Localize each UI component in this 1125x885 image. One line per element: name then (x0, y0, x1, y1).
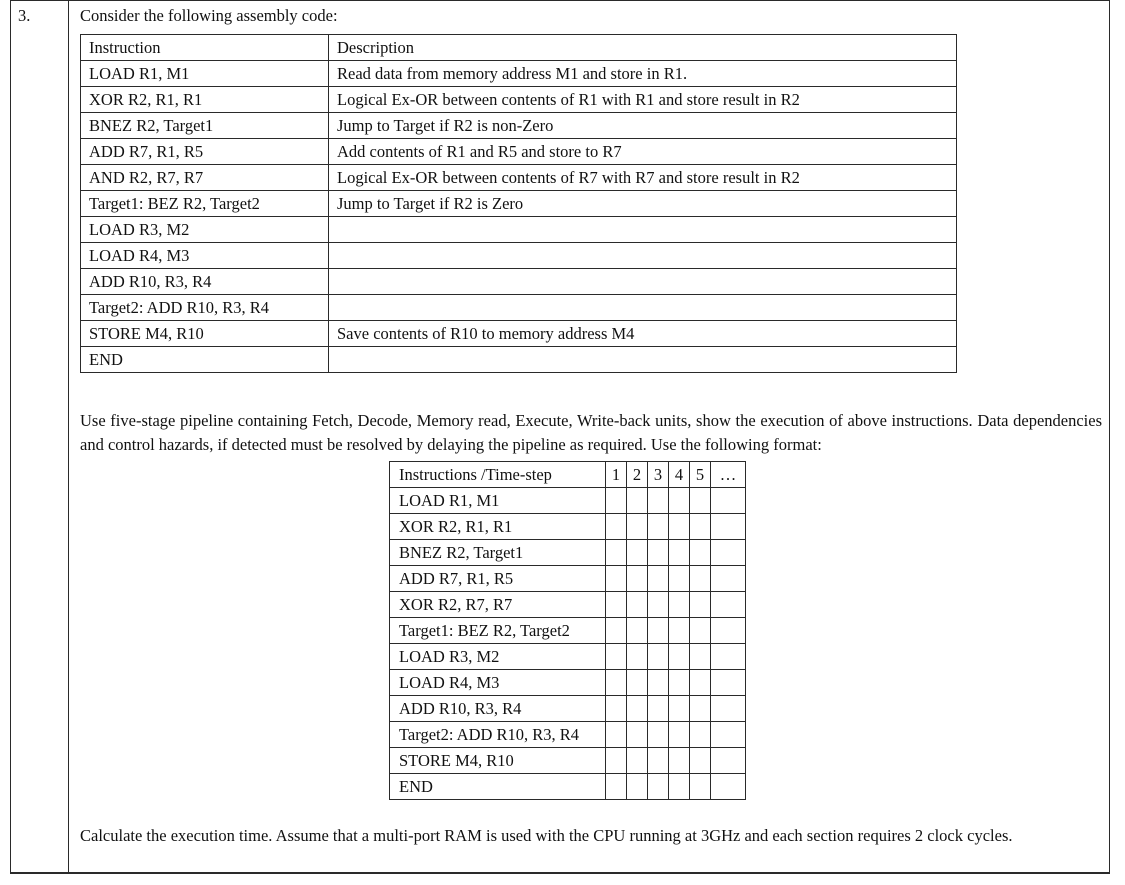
description-cell: Add contents of R1 and R5 and store to R7 (329, 139, 957, 165)
pipeline-instruction-cell: STORE M4, R10 (390, 748, 606, 774)
pipeline-row (390, 540, 746, 566)
pipeline-empty-cell (669, 592, 690, 618)
pipeline-empty-cell (648, 540, 669, 566)
pipeline-empty-cell (648, 618, 669, 644)
pipeline-empty-cell (627, 644, 648, 670)
pipeline-empty-cell (669, 722, 690, 748)
question-number: 3. (18, 6, 31, 25)
pipeline-empty-cell (690, 592, 711, 618)
pipeline-empty-cell (648, 592, 669, 618)
pipeline-empty-cell (669, 748, 690, 774)
pipeline-empty-cell (669, 644, 690, 670)
pipeline-empty-cell (711, 670, 746, 696)
pipeline-empty-cell (606, 514, 627, 540)
code-table-row (81, 243, 957, 269)
pipeline-empty-cell (648, 696, 669, 722)
pipeline-empty-cell (648, 566, 669, 592)
pipeline-empty-cell (606, 644, 627, 670)
bottom-border (10, 872, 1110, 873)
pipeline-empty-cell (627, 670, 648, 696)
question-intro: Consider the following assembly code: (80, 6, 338, 25)
description-cell: Save contents of R10 to memory address M4 (329, 321, 957, 347)
pipeline-empty-cell (606, 618, 627, 644)
pipeline-empty-cell (648, 488, 669, 514)
pipeline-row (390, 748, 746, 774)
code-table-row (81, 321, 957, 347)
pipeline-empty-cell (690, 722, 711, 748)
description-cell: Jump to Target if R2 is non-Zero (329, 113, 957, 139)
pipeline-empty-cell (627, 540, 648, 566)
time-step-header: … (711, 462, 746, 488)
pipeline-empty-cell (690, 514, 711, 540)
pipeline-empty-cell (690, 644, 711, 670)
pipeline-empty-cell (648, 774, 669, 800)
pipeline-empty-cell (711, 748, 746, 774)
pipeline-empty-cell (648, 644, 669, 670)
instruction-cell: XOR R2, R1, R1 (81, 87, 329, 113)
code-table-row (81, 61, 957, 87)
code-table-row (81, 139, 957, 165)
question-content (80, 6, 1102, 848)
time-step-header: 1 (606, 462, 627, 488)
time-step-header: 3 (648, 462, 669, 488)
description-cell: Jump to Target if R2 is Zero (329, 191, 957, 217)
pipeline-empty-cell (627, 618, 648, 644)
instruction-cell: Target2: ADD R10, R3, R4 (81, 295, 329, 321)
pipeline-instruction-cell: BNEZ R2, Target1 (390, 540, 606, 566)
pipeline-instruction-cell: LOAD R3, M2 (390, 644, 606, 670)
number-column-divider (68, 0, 69, 874)
description-cell (329, 243, 957, 269)
pipeline-empty-cell (606, 540, 627, 566)
execution-time-question: Calculate the execution time. Assume that a multi-port RAM is used with the CPU running at 3GHz and each section requires 2 clock cycles. (80, 826, 1013, 845)
pipeline-empty-cell (711, 514, 746, 540)
pipeline-empty-cell (669, 618, 690, 644)
code-table-header-description: Description (329, 35, 957, 61)
pipeline-empty-cell (711, 566, 746, 592)
pipeline-empty-cell (669, 540, 690, 566)
pipeline-empty-cell (711, 592, 746, 618)
pipeline-empty-cell (627, 748, 648, 774)
code-table-row (81, 295, 957, 321)
pipeline-empty-cell (627, 696, 648, 722)
code-table-row (81, 217, 957, 243)
pipeline-instruction-cell: LOAD R1, M1 (390, 488, 606, 514)
pipeline-empty-cell (669, 774, 690, 800)
pipeline-empty-cell (648, 670, 669, 696)
pipeline-row (390, 696, 746, 722)
pipeline-header-row (390, 462, 746, 488)
code-table-row (81, 347, 957, 373)
pipeline-instruction-cell: LOAD R4, M3 (390, 670, 606, 696)
pipeline-instruction-cell: ADD R7, R1, R5 (390, 566, 606, 592)
instruction-cell: STORE M4, R10 (81, 321, 329, 347)
time-step-header: 2 (627, 462, 648, 488)
pipeline-row (390, 670, 746, 696)
pipeline-empty-cell (606, 748, 627, 774)
pipeline-format-table (389, 461, 746, 800)
instruction-cell: LOAD R4, M3 (81, 243, 329, 269)
pipeline-empty-cell (648, 722, 669, 748)
instruction-cell: ADD R7, R1, R5 (81, 139, 329, 165)
pipeline-empty-cell (690, 696, 711, 722)
pipeline-row (390, 488, 746, 514)
pipeline-empty-cell (711, 618, 746, 644)
description-cell (329, 269, 957, 295)
pipeline-empty-cell (690, 748, 711, 774)
pipeline-empty-cell (690, 488, 711, 514)
pipeline-empty-cell (711, 774, 746, 800)
pipeline-empty-cell (606, 696, 627, 722)
code-table-row (81, 269, 957, 295)
pipeline-empty-cell (627, 514, 648, 540)
instruction-cell: ADD R10, R3, R4 (81, 269, 329, 295)
pipeline-empty-cell (606, 722, 627, 748)
pipeline-table-wrapper (389, 461, 1102, 800)
pipeline-empty-cell (606, 566, 627, 592)
pipeline-empty-cell (669, 696, 690, 722)
pipeline-instruction-cell: Target2: ADD R10, R3, R4 (390, 722, 606, 748)
description-cell: Read data from memory address M1 and store in R1. (329, 61, 957, 87)
pipeline-empty-cell (669, 514, 690, 540)
pipeline-header-label: Instructions /Time-step (390, 462, 606, 488)
pipeline-instruction-cell: Target1: BEZ R2, Target2 (390, 618, 606, 644)
description-cell: Logical Ex-OR between contents of R7 with R7 and store result in R2 (329, 165, 957, 191)
pipeline-empty-cell (711, 644, 746, 670)
description-cell (329, 295, 957, 321)
code-table-row (81, 191, 957, 217)
pipeline-empty-cell (627, 774, 648, 800)
pipeline-instruction-cell: END (390, 774, 606, 800)
assembly-code-table (80, 34, 957, 373)
pipeline-empty-cell (690, 540, 711, 566)
description-cell (329, 217, 957, 243)
pipeline-empty-cell (648, 514, 669, 540)
pipeline-empty-cell (648, 748, 669, 774)
description-cell (329, 347, 957, 373)
pipeline-empty-cell (711, 722, 746, 748)
pipeline-instruction-cell: XOR R2, R7, R7 (390, 592, 606, 618)
pipeline-empty-cell (606, 488, 627, 514)
pipeline-empty-cell (669, 488, 690, 514)
pipeline-row (390, 592, 746, 618)
code-table-header-instruction: Instruction (81, 35, 329, 61)
pipeline-empty-cell (627, 488, 648, 514)
pipeline-empty-cell (606, 774, 627, 800)
instruction-cell: AND R2, R7, R7 (81, 165, 329, 191)
description-cell: Logical Ex-OR between contents of R1 with R1 and store result in R2 (329, 87, 957, 113)
pipeline-instructions-paragraph: Use five-stage pipeline containing Fetch, Decode, Memory read, Execute, Write-back units, show the execution of above instructions. Data dependencies and control hazards, if detected must be resolved by delaying the pipeline as required. Use the following format: (80, 411, 1102, 454)
pipeline-instruction-cell: XOR R2, R1, R1 (390, 514, 606, 540)
pipeline-row (390, 644, 746, 670)
pipeline-empty-cell (627, 722, 648, 748)
pipeline-empty-cell (690, 670, 711, 696)
code-table-row (81, 165, 957, 191)
pipeline-empty-cell (669, 566, 690, 592)
code-table-header-row (81, 35, 957, 61)
pipeline-row (390, 774, 746, 800)
pipeline-empty-cell (627, 592, 648, 618)
time-step-header: 5 (690, 462, 711, 488)
time-step-header: 4 (669, 462, 690, 488)
instruction-cell: END (81, 347, 329, 373)
pipeline-empty-cell (711, 540, 746, 566)
pipeline-row (390, 722, 746, 748)
pipeline-empty-cell (669, 670, 690, 696)
pipeline-instruction-cell: ADD R10, R3, R4 (390, 696, 606, 722)
pipeline-row (390, 618, 746, 644)
instruction-cell: LOAD R1, M1 (81, 61, 329, 87)
instruction-cell: Target1: BEZ R2, Target2 (81, 191, 329, 217)
pipeline-empty-cell (606, 670, 627, 696)
pipeline-empty-cell (606, 592, 627, 618)
pipeline-empty-cell (690, 774, 711, 800)
pipeline-empty-cell (690, 566, 711, 592)
pipeline-empty-cell (690, 618, 711, 644)
pipeline-row (390, 514, 746, 540)
instruction-cell: LOAD R3, M2 (81, 217, 329, 243)
instruction-cell: BNEZ R2, Target1 (81, 113, 329, 139)
code-table-row (81, 113, 957, 139)
pipeline-row (390, 566, 746, 592)
code-table-row (81, 87, 957, 113)
pipeline-empty-cell (711, 696, 746, 722)
pipeline-empty-cell (711, 488, 746, 514)
pipeline-empty-cell (627, 566, 648, 592)
